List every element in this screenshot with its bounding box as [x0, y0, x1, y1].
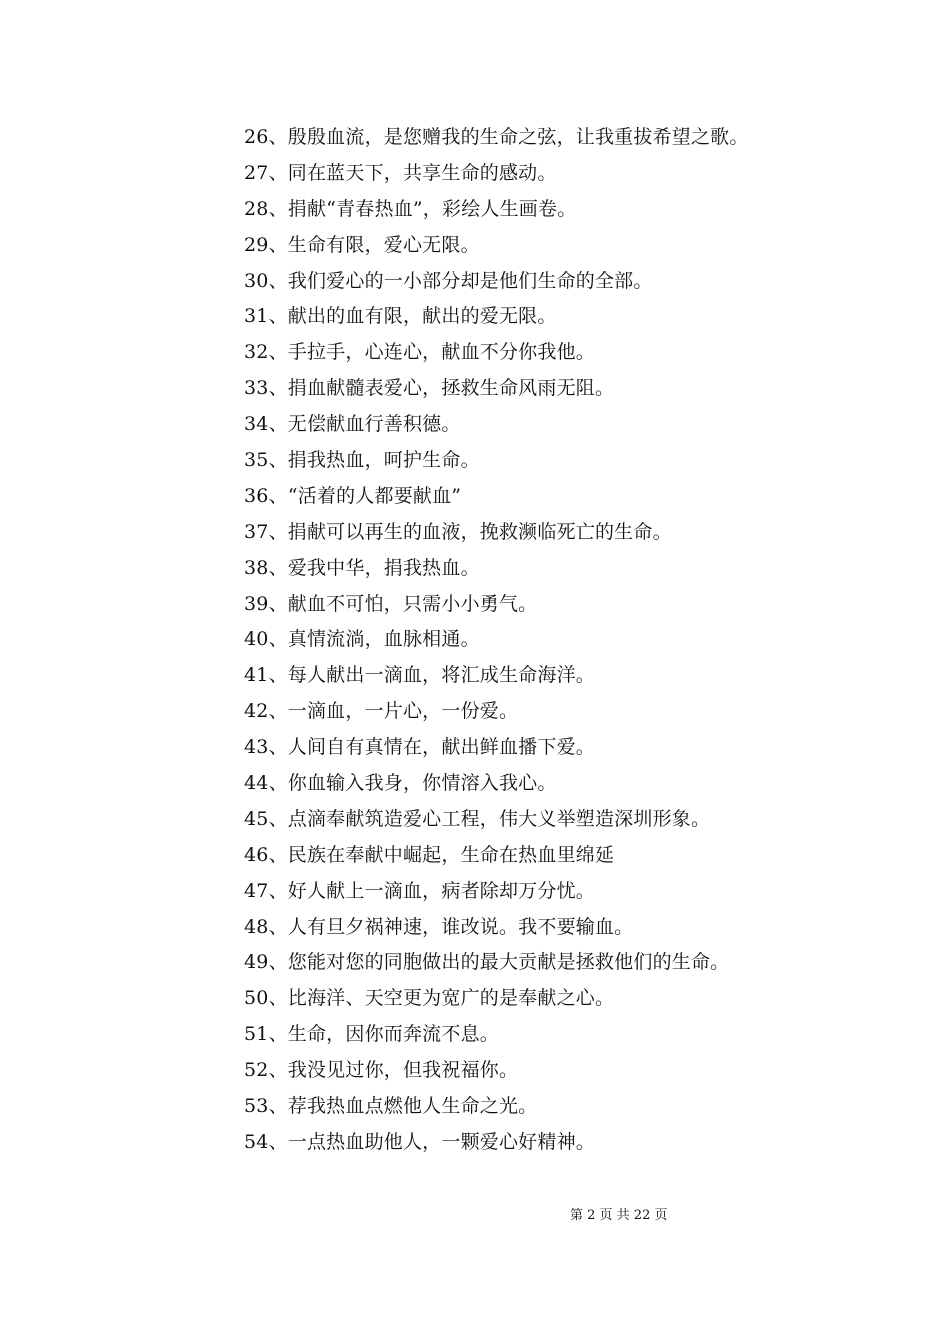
- slogan-line: 37、捐献可以再生的血液，挽救濒临死亡的生命。: [244, 520, 672, 543]
- slogan-line: 29、生命有限，爱心无限。: [244, 233, 480, 256]
- slogan-line: 34、无偿献血行善积德。: [244, 413, 461, 436]
- slogan-line: 42、一滴血，一片心，一份爱。: [244, 700, 519, 723]
- slogan-line: 32、手拉手，心连心，献血不分你我他。: [244, 341, 595, 364]
- slogan-line: 26、殷殷血流，是您赠我的生命之弦，让我重拔希望之歌。: [244, 126, 749, 148]
- slogan-line: 47、好人献上一滴血，病者除却万分忧。: [244, 879, 595, 902]
- slogan-line: 53、荐我热血点燃他人生命之光。: [244, 1095, 538, 1118]
- slogan-line: 54、一点热血助他人，一颗爱心好精神。: [244, 1130, 595, 1153]
- slogan-line: 43、人间自有真情在，献出鲜血播下爱。: [244, 736, 595, 759]
- slogan-line: 38、爱我中华，捐我热血。: [244, 556, 480, 579]
- slogan-line: 46、民族在奉献中崛起，生命在热血里绵延: [244, 843, 615, 866]
- slogan-line: 49、您能对您的同胞做出的最大贡献是拯救他们的生命。: [244, 951, 730, 974]
- slogan-line: 45、点滴奉献筑造爱心工程，伟大义举塑造深圳形象。: [244, 807, 711, 830]
- slogan-line: 41、每人献出一滴血，将汇成生命海洋。: [244, 664, 595, 687]
- slogan-line: 36、“活着的人都要献血”: [244, 484, 462, 507]
- slogan-line: 28、捐献“青春热血”，彩绘人生画卷。: [244, 197, 577, 220]
- slogan-list: [244, 120, 924, 1161]
- slogan-line: 40、真情流淌，血脉相通。: [244, 628, 480, 651]
- slogan-line: 50、比海洋、天空更为宽广的是奉献之心。: [244, 987, 615, 1010]
- slogan-line: 31、献出的血有限，献出的爱无限。: [244, 305, 557, 328]
- slogan-line: 27、同在蓝天下，共享生命的感动。: [244, 161, 557, 184]
- slogan-line: 35、捐我热血，呵护生命。: [244, 449, 480, 472]
- slogan-line: 44、你血输入我身，你情溶入我心。: [244, 772, 557, 795]
- page-footer: [0, 1204, 950, 1223]
- slogan-line: 33、捐血献髓表爱心，拯救生命风雨无阻。: [244, 377, 615, 400]
- slogan-line: 39、献血不可怕，只需小小勇气。: [244, 592, 538, 615]
- slogan-line: 48、人有旦夕祸神速，谁改说。我不要输血。: [244, 915, 634, 938]
- page-number: 第 2 页 共 22 页: [570, 1208, 668, 1223]
- slogan-line: 51、生命，因你而奔流不息。: [244, 1023, 499, 1046]
- slogan-line: 52、我没见过你，但我祝福你。: [244, 1059, 519, 1082]
- slogan-line: 30、我们爱心的一小部分却是他们生命的全部。: [244, 269, 653, 292]
